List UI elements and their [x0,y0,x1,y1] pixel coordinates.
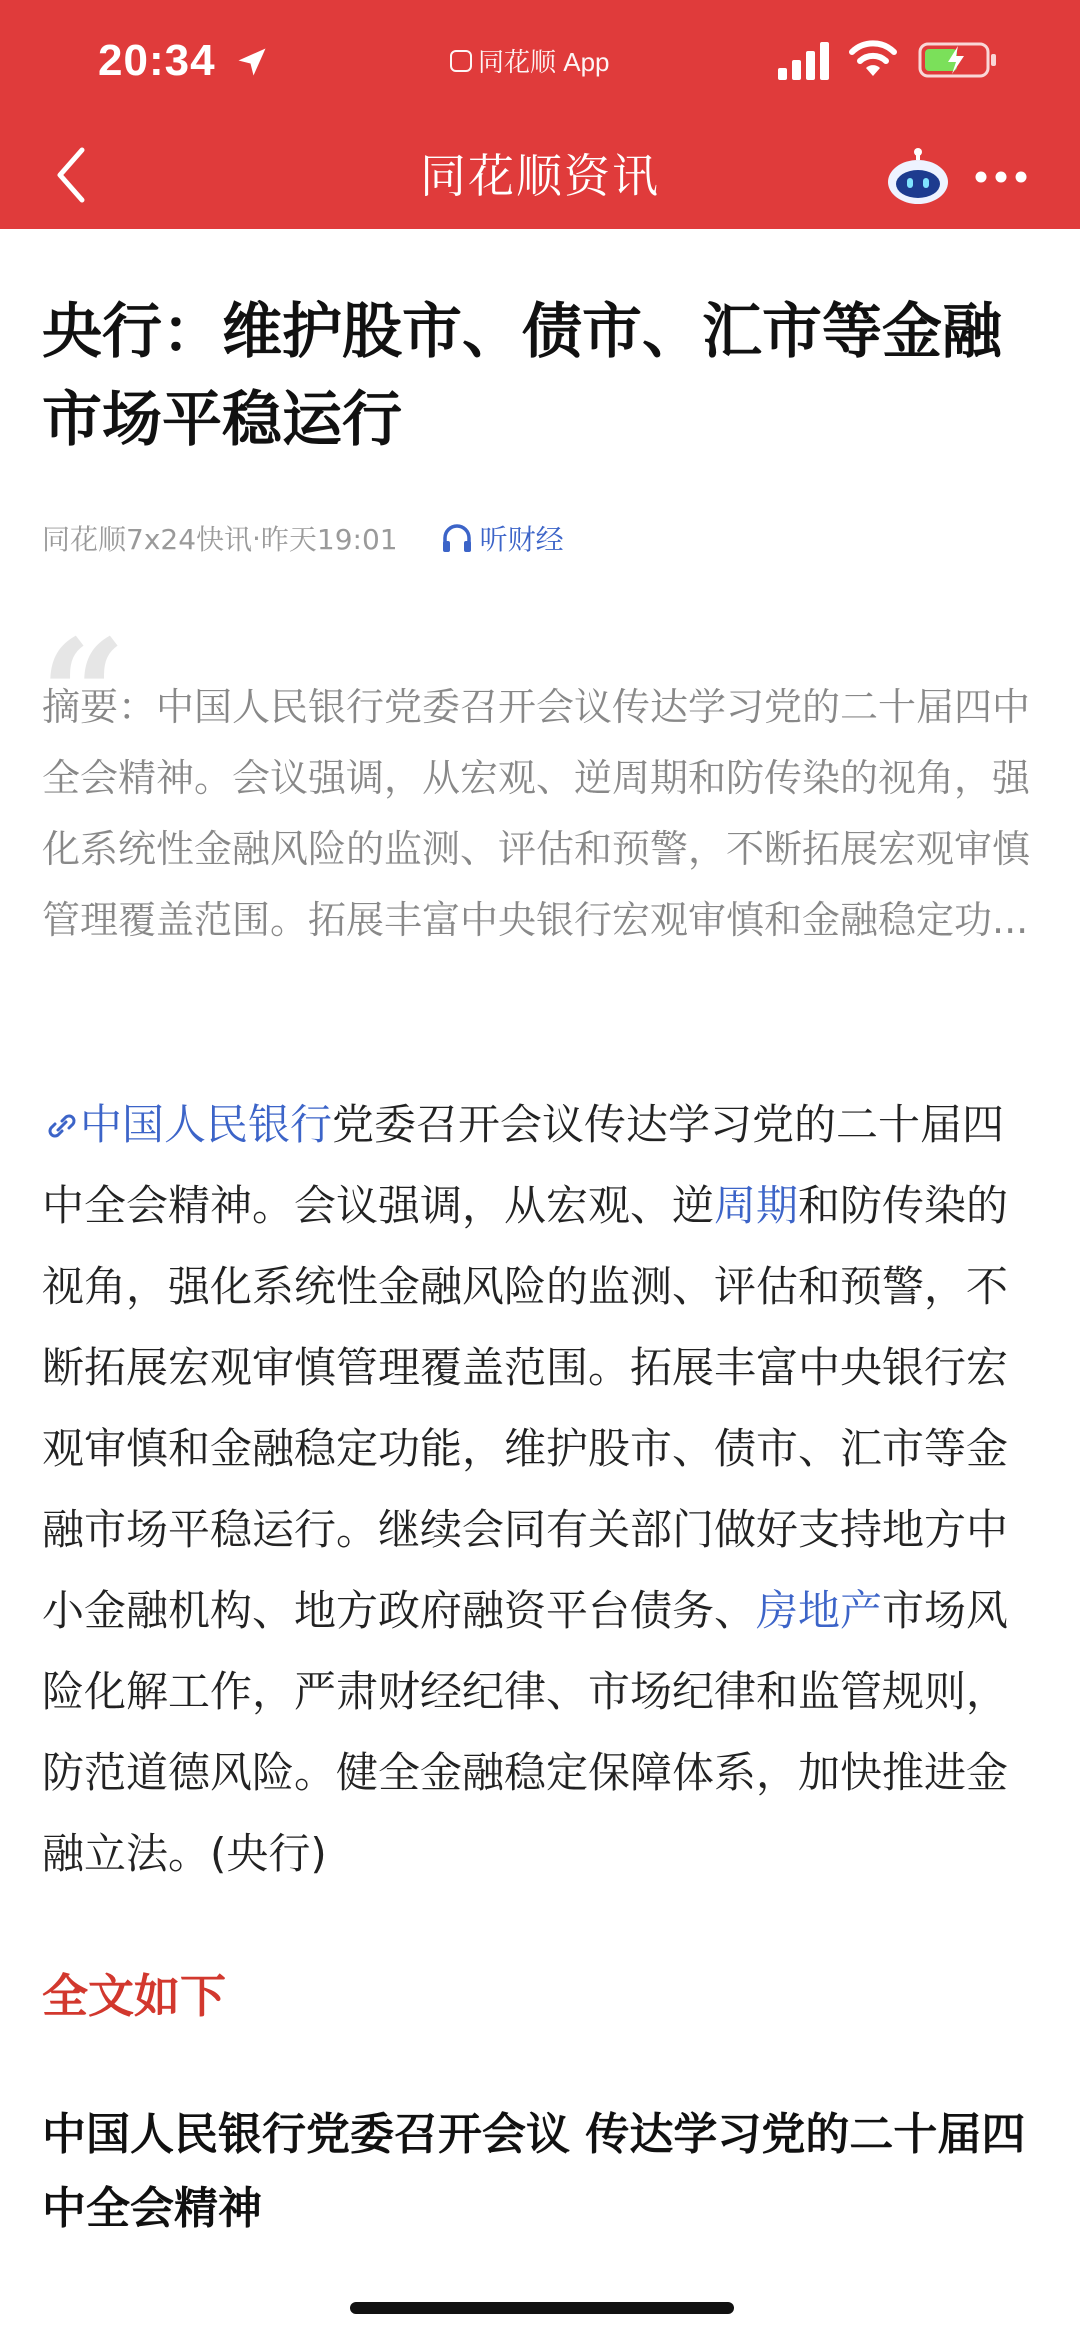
page-title: 同花顺资讯 [420,149,660,203]
link-chain-icon [42,1111,80,1141]
keyword-link-real-estate[interactable]: 房地产 [756,1586,883,1635]
stock-link-pboc[interactable]: 中国人民银行 [80,1100,333,1149]
article-meta [42,518,564,558]
meta-separator: · [252,521,261,555]
status-time: 20:34 [98,36,216,85]
status-app-label: 同花顺 App [478,47,610,77]
more-options-icon[interactable] [974,170,1028,184]
app-header [0,0,1080,229]
location-arrow-icon [234,44,270,80]
article-title: 央行：维护股市、债市、汇市等金融市场平稳运行 [42,297,1002,455]
cellular-signal-icon [776,40,832,80]
article-summary: 摘要：中国人民银行党委召开会议传达学习党的二十届四中全会精神。会议强调，从宏观、逆周期和防传染的视角，强化系统性金融风险的监测、评估和预警，不断拓展宏观审慎管理覆盖范围。拓展丰富中央银行宏观审慎和金融稳定功... [42,685,1031,942]
article-body [42,1084,1042,1894]
listen-button[interactable] [440,518,564,558]
section-heading-full-text: 全文如下 [42,1969,226,2023]
body-text-part-3: 市场风险化解工作，严肃财经纪律、市场纪律和监管规则，防范道德风险。健全金融稳定保障体系，加快推进金融立法。(央行) [42,1586,1009,1878]
article-time: 昨天19:01 [260,523,398,556]
status-app-indicator[interactable] [450,42,610,79]
app-logo-icon [450,50,472,72]
listen-label: 听财经 [479,523,564,556]
keyword-link-cycle[interactable]: 周期 [714,1181,799,1230]
ai-assistant-robot-icon[interactable] [886,146,950,206]
home-indicator[interactable] [350,2302,734,2314]
article-sub-title: 中国人民银行党委召开会议 传达学习党的二十届四中全会精神 [42,2109,1026,2234]
battery-charging-icon [918,40,998,80]
quote-mark-icon: “ [40,607,127,783]
article-source: 同花顺7x24快讯 [42,523,253,556]
body-text-part-2: 和防传染的视角，强化系统性金融风险的监测、评估和预警，不断拓展宏观审慎管理覆盖范围。拓展丰富中央银行宏观审慎和金融稳定功能，维护股市、债市、汇市等金融市场平稳运行。继续会同有关部门做好支持地方中小金融机构、地方政府融资平台债务、 [42,1181,1009,1635]
headphone-icon [440,521,474,555]
body-text-part-1: 党委召开会议传达学习党的二十届四中全会精神。会议强调，从宏观、逆 [42,1100,1005,1230]
wifi-icon [848,38,898,80]
